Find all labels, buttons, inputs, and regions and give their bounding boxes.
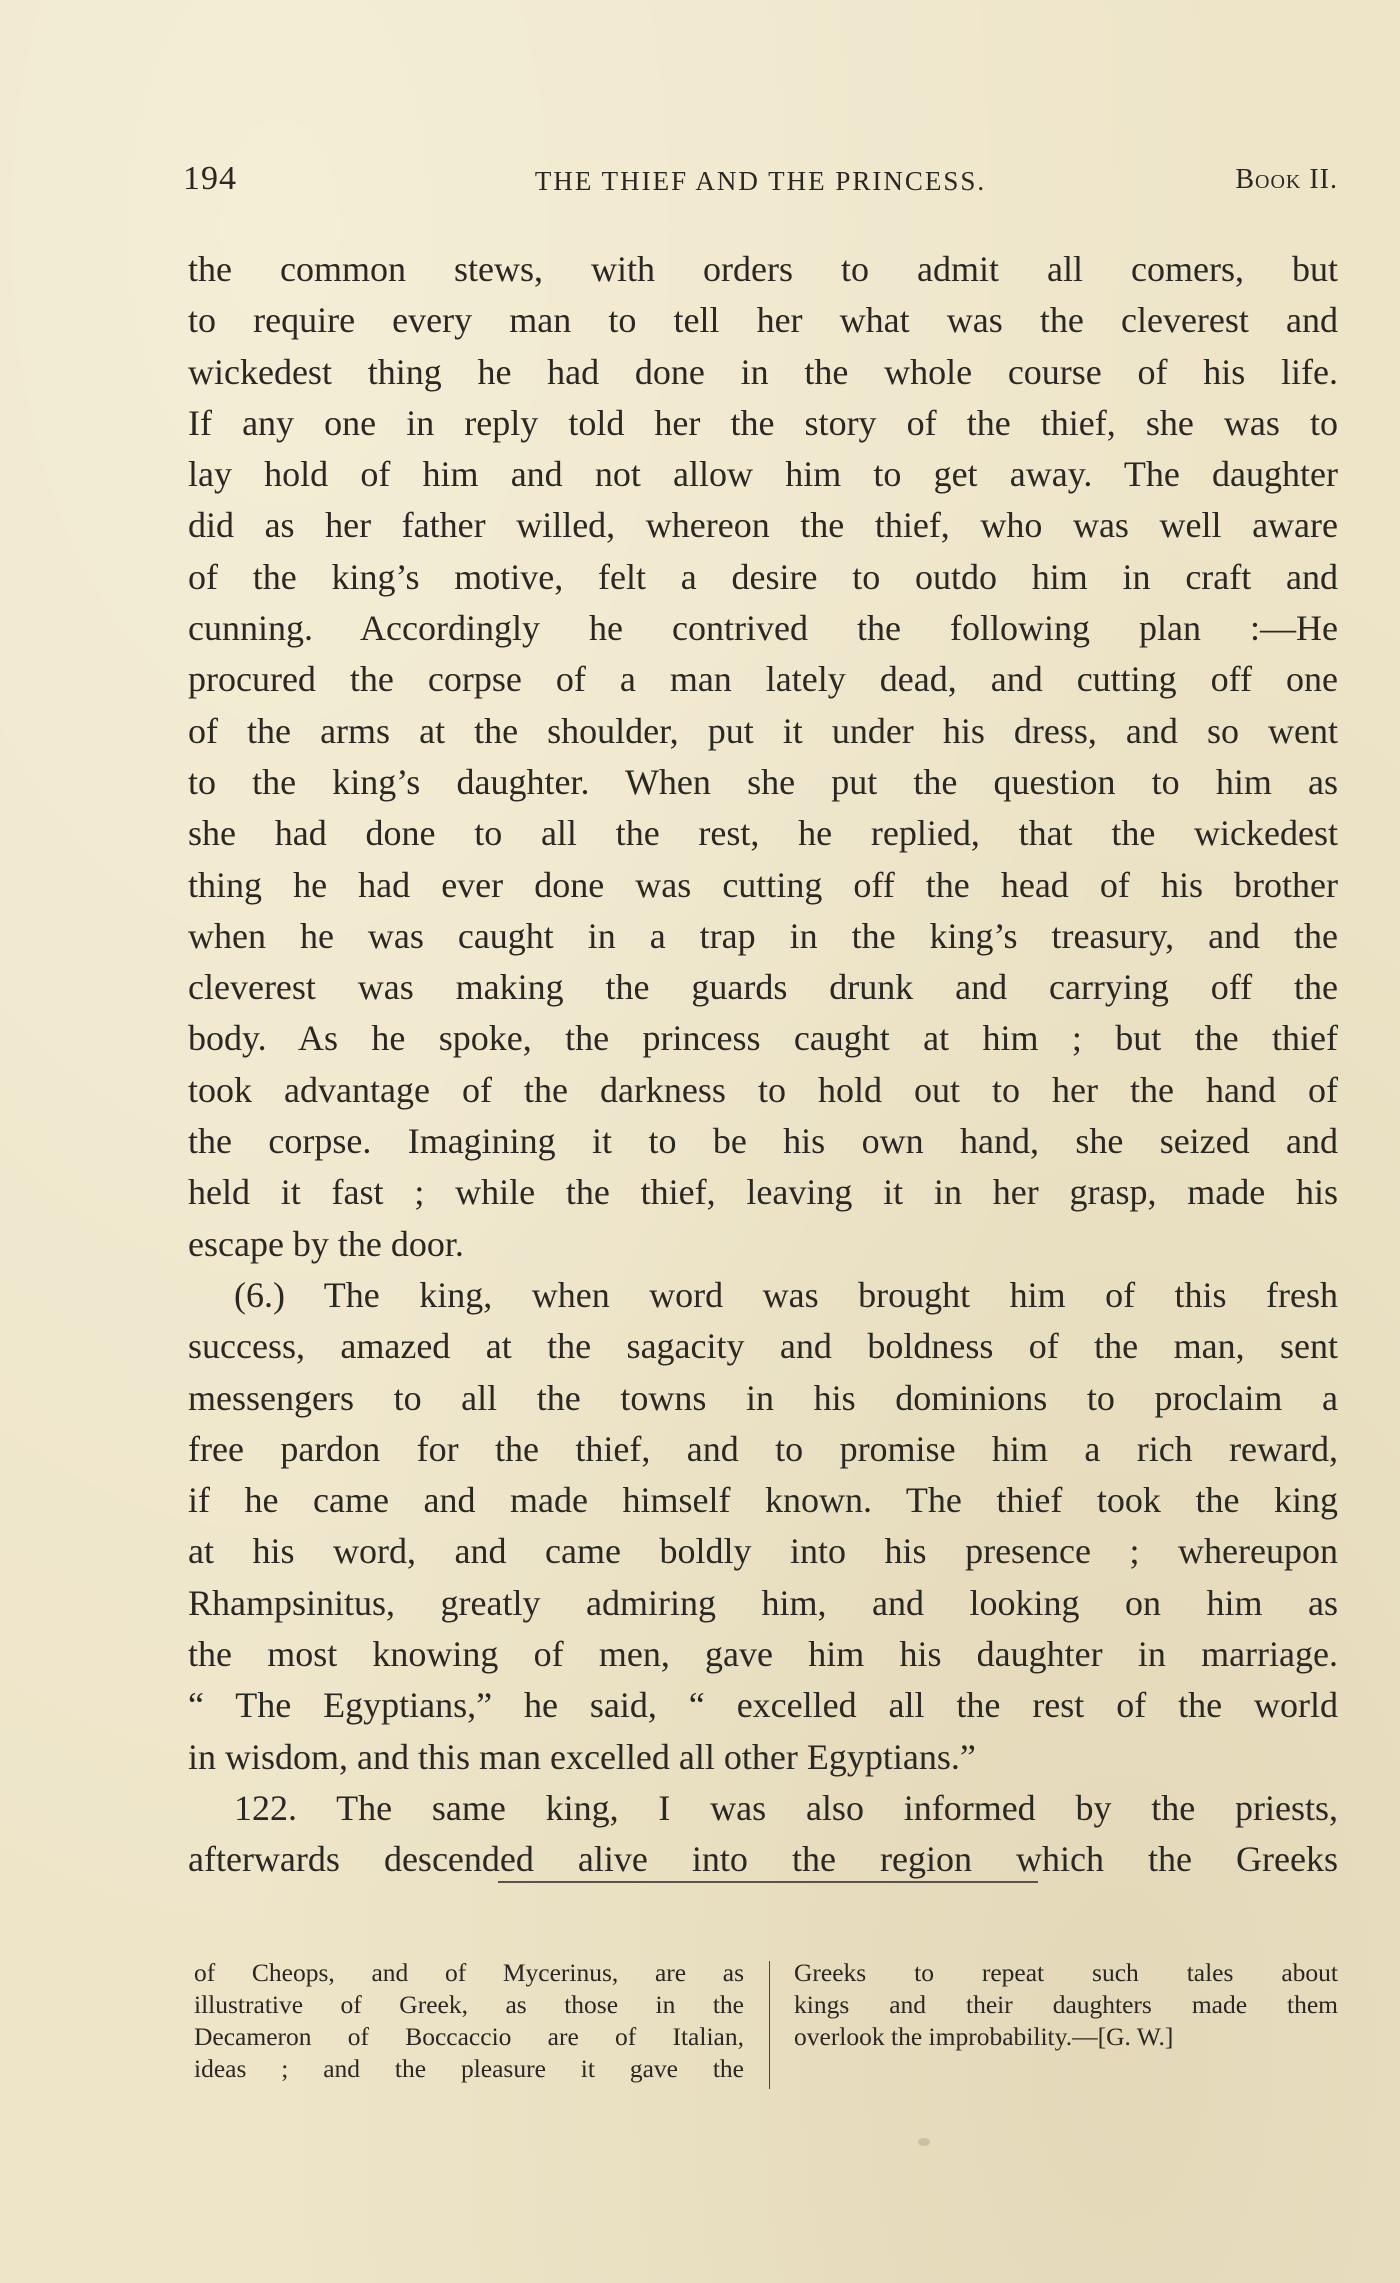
footnote-column-divider	[769, 1961, 770, 2089]
footnote-line: illustrative of Greek, as those in the	[194, 1990, 744, 2019]
footnote-rule	[498, 1881, 1038, 1883]
text-line: if he came and made himself known. The thief took the king	[188, 1480, 1338, 1521]
text-line: “ The Egyptians,” he said, “ excelled all the rest of the world	[188, 1685, 1338, 1726]
text-line: afterwards descended alive into the region which the Greeks	[188, 1839, 1338, 1880]
text-line: she had done to all the rest, he replied, that the wickedest	[188, 813, 1338, 854]
text-line: escape by the door.	[188, 1223, 464, 1264]
text-line: the corpse. Imagining it to be his own hand, she seized and	[188, 1121, 1338, 1162]
text-line: 122. The same king, I was also informed by the priests,	[234, 1787, 1338, 1828]
footnote-line: of Cheops, and of Mycerinus, are as	[194, 1958, 744, 1987]
footnote-column-left	[194, 1957, 744, 2085]
text-line: when he was caught in a trap in the king’s treasury, and the	[188, 915, 1338, 956]
footnotes	[194, 1957, 1344, 2097]
page-header	[183, 160, 1338, 204]
footnote-column-right	[794, 1957, 1338, 2053]
text-line: success, amazed at the sagacity and boldness of the man, sent	[188, 1326, 1338, 1367]
text-line: lay hold of him and not allow him to get away. The daughter	[188, 454, 1338, 495]
text-line: cunning. Accordingly he contrived the following plan :—He	[188, 608, 1338, 649]
text-line: did as her father willed, whereon the thief, who was well aware	[188, 505, 1338, 546]
footnote-line: kings and their daughters made them	[794, 1990, 1338, 2019]
text-line: at his word, and came boldly into his presence ; whereupon	[188, 1531, 1338, 1572]
text-line: to the king’s daughter. When she put the question to him as	[188, 761, 1338, 802]
text-line: procured the corpse of a man lately dead, and cutting off one	[188, 659, 1338, 700]
text-line: took advantage of the darkness to hold out to her the hand of	[188, 1069, 1338, 1110]
book-label: Book II.	[1235, 164, 1338, 195]
running-title: THE THIEF AND THE PRINCESS.	[534, 166, 987, 196]
text-line: body. As he spoke, the princess caught at him ; but the thief	[188, 1018, 1338, 1059]
footnote-line: Decameron of Boccaccio are of Italian,	[194, 2022, 744, 2051]
text-line: the most knowing of men, gave him his daughter in marriage.	[188, 1634, 1338, 1675]
text-line: free pardon for the thief, and to promise him a rich reward,	[188, 1428, 1338, 1469]
footnote-line: overlook the improbability.—[G. W.]	[794, 2022, 1174, 2051]
text-line: the common stews, with orders to admit all comers, but	[188, 249, 1338, 289]
page-number: 194	[183, 160, 237, 197]
paper-speck	[918, 2138, 930, 2146]
text-line: to require every man to tell her what was the cleverest and	[188, 300, 1338, 341]
text-line: messengers to all the towns in his dominions to proclaim a	[188, 1377, 1338, 1418]
text-line: of the arms at the shoulder, put it under his dress, and so went	[188, 710, 1338, 751]
text-line: (6.) The king, when word was brought him of this fresh	[234, 1274, 1338, 1315]
footnote-line: ideas ; and the pleasure it gave the	[194, 2054, 744, 2083]
text-line: wickedest thing he had done in the whole course of his life.	[188, 351, 1338, 392]
main-text	[188, 244, 1338, 1886]
text-line: thing he had ever done was cutting off the head of his brother	[188, 864, 1338, 905]
text-line: If any one in reply told her the story of the thief, she was to	[188, 402, 1338, 443]
text-line: of the king’s motive, felt a desire to outdo him in craft and	[188, 556, 1338, 597]
text-line: held it fast ; while the thief, leaving it in her grasp, made his	[188, 1172, 1338, 1213]
text-line: cleverest was making the guards drunk and carrying off the	[188, 967, 1338, 1008]
footnote-line: Greeks to repeat such tales about	[794, 1958, 1338, 1987]
text-line: Rhampsinitus, greatly admiring him, and looking on him as	[188, 1582, 1338, 1623]
text-line: in wisdom, and this man excelled all other Egyptians.”	[188, 1736, 976, 1777]
